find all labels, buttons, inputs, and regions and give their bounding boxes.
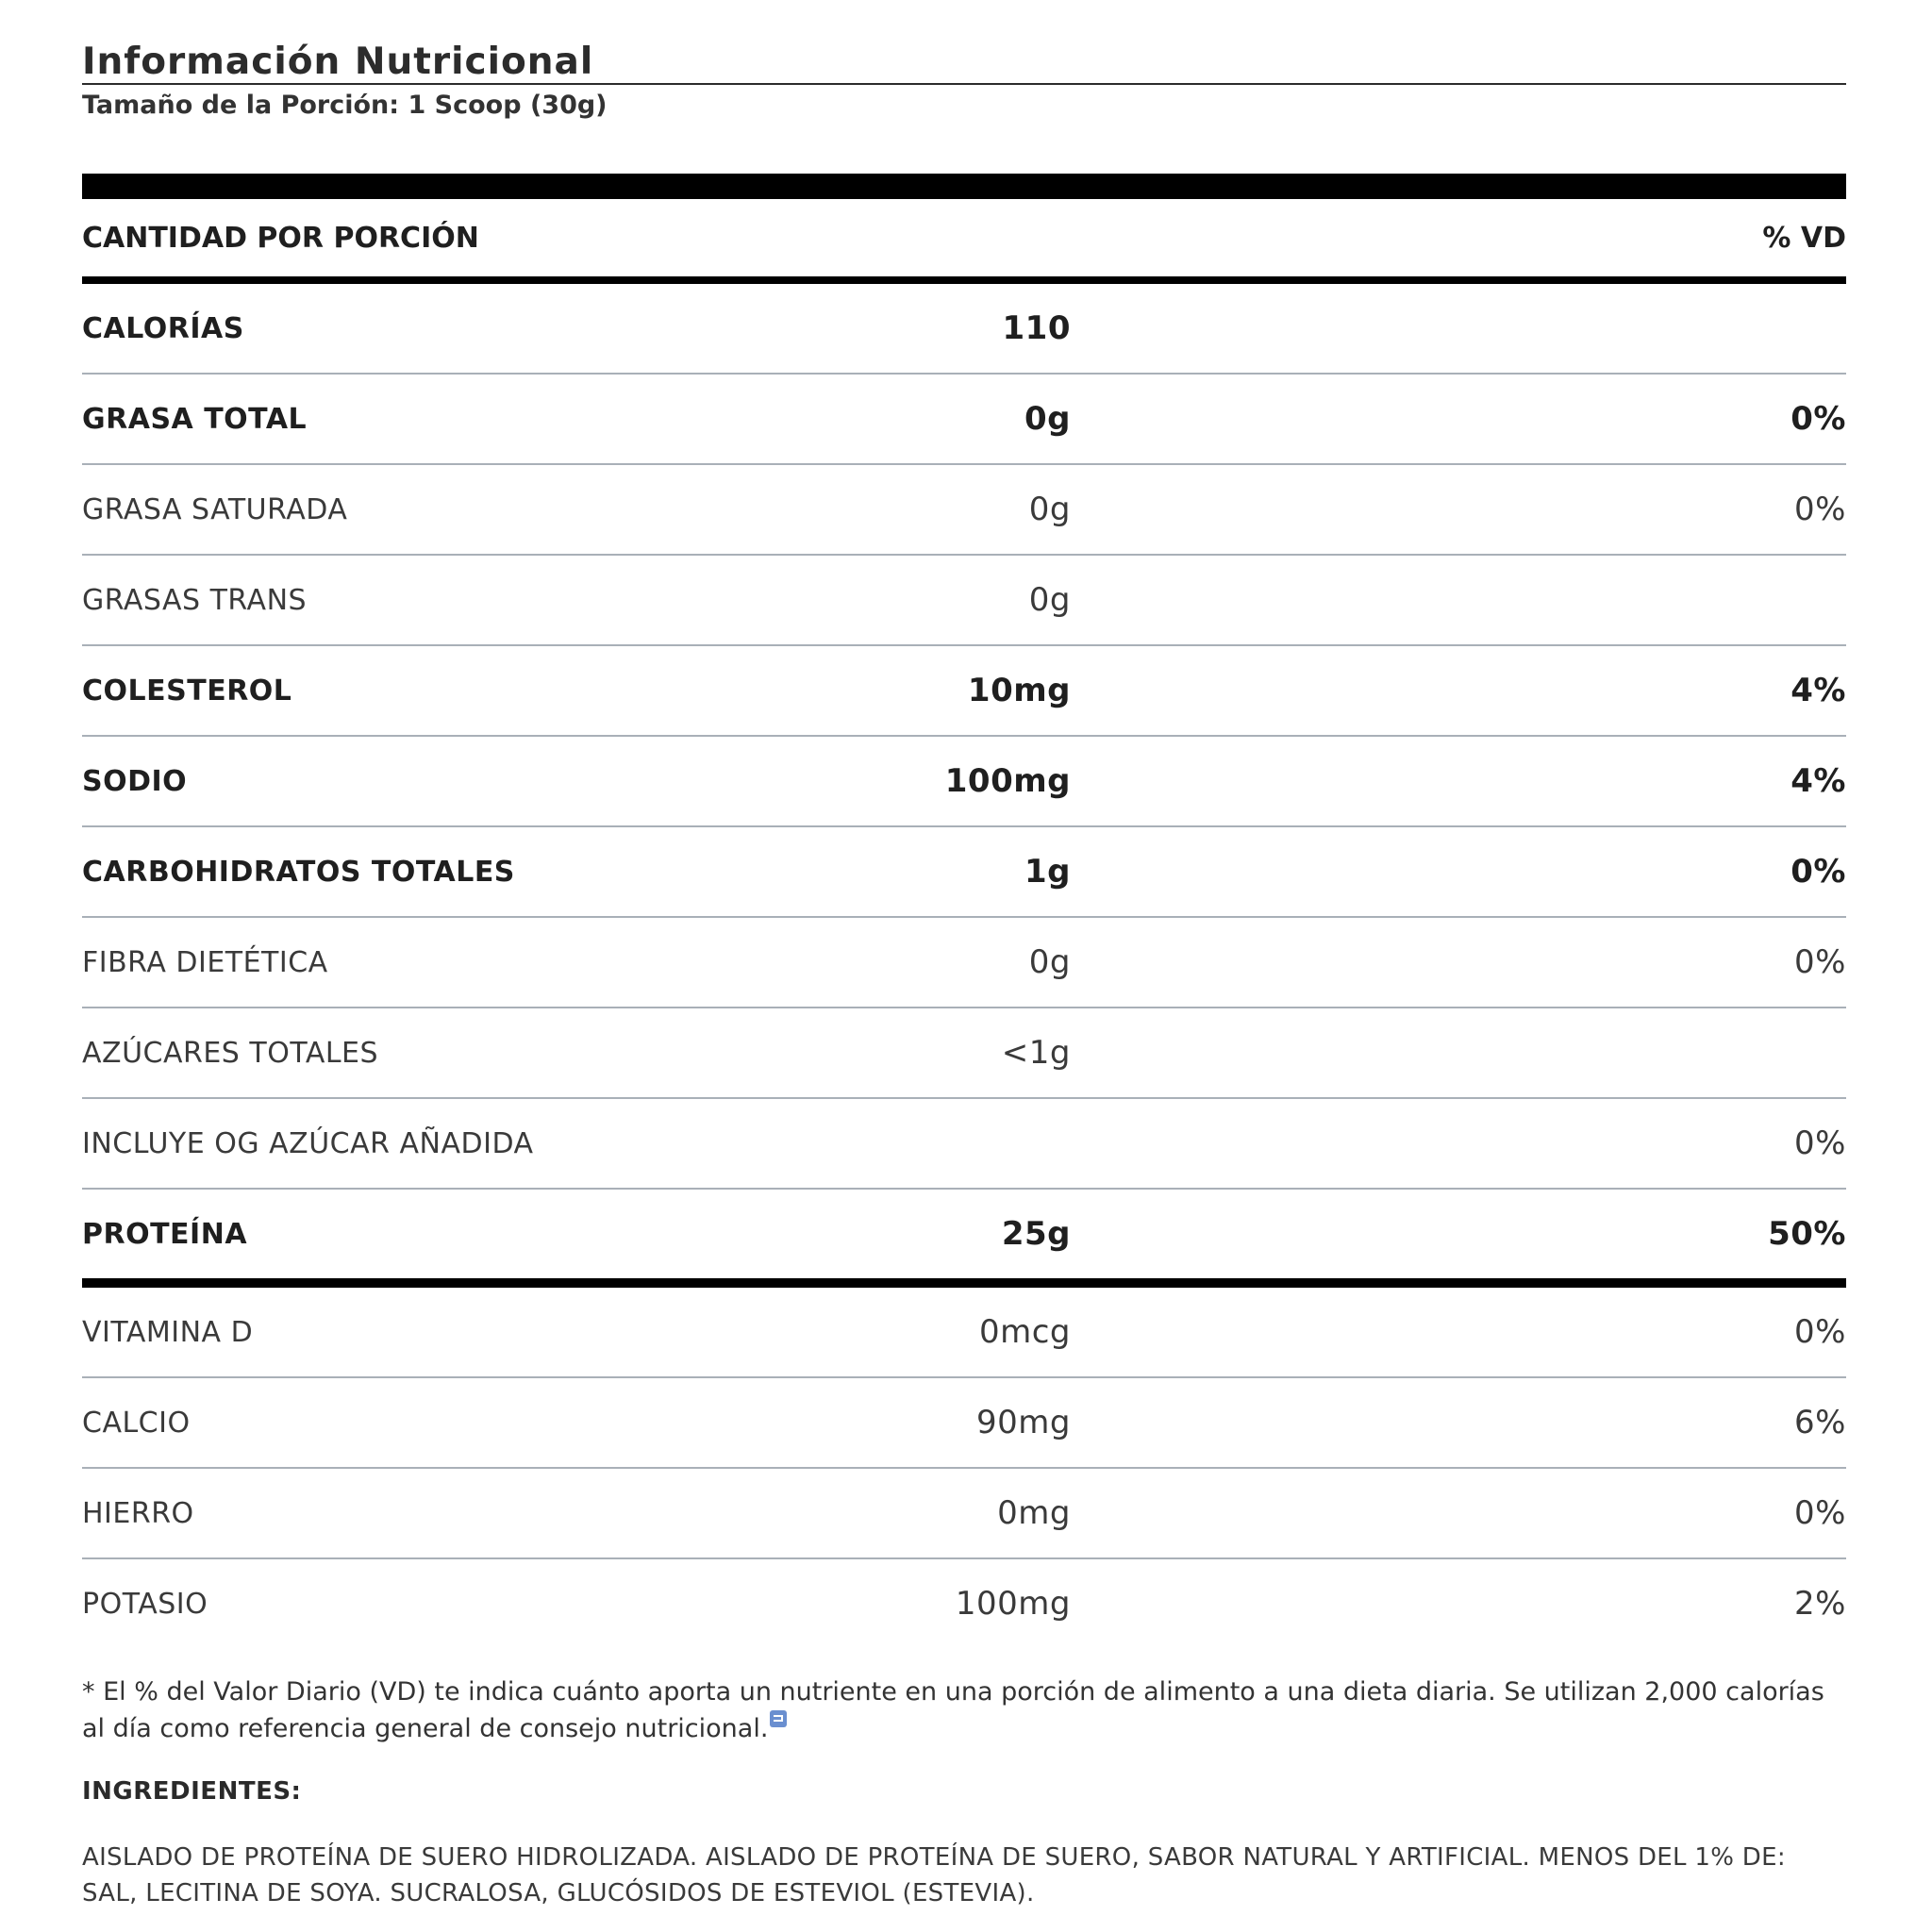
table-row [82,1559,1846,1648]
nutrient-name: COLESTEROL [82,674,292,708]
table-row [82,465,1846,556]
nutrient-daily-value: 0% [1790,400,1846,438]
nutrient-amount: 0mg [997,1494,1071,1532]
table-row [82,1099,1846,1190]
thick-divider [82,174,1846,199]
nutrient-table [82,284,1846,1648]
footnote [82,1674,1837,1747]
info-link-icon[interactable] [770,1710,787,1727]
nutrient-daily-value: 0% [1790,853,1846,891]
nutrient-name: AZÚCARES TOTALES [82,1036,379,1070]
nutrient-name: GRASA TOTAL [82,402,308,436]
nutrient-name: CALORÍAS [82,311,244,345]
nutrient-name: CALCIO [82,1406,191,1440]
nutrient-amount: 1g [1024,853,1071,891]
nutrition-panel [82,42,1846,1911]
nutrient-amount: 110 [1002,309,1071,347]
table-row [82,1190,1846,1288]
header-daily-value: % VD [1762,221,1846,255]
nutrient-daily-value: 0% [1794,1313,1846,1351]
table-row [82,1008,1846,1099]
nutrient-amount: 100mg [955,1585,1071,1623]
nutrient-amount: 0mcg [978,1313,1071,1351]
nutrient-daily-value: 0% [1794,943,1846,981]
page-title: Información Nutricional [82,42,1846,85]
nutrient-amount: 0g [1028,943,1071,981]
nutrient-name: FIBRA DIETÉTICA [82,945,328,979]
nutrient-amount: 0g [1028,491,1071,528]
table-row [82,918,1846,1008]
nutrient-amount: 0g [1024,400,1071,438]
nutrient-name: CARBOHIDRATOS TOTALES [82,855,515,889]
table-row [82,375,1846,465]
table-row [82,646,1846,737]
nutrient-amount: 100mg [944,762,1071,800]
nutrient-name: INCLUYE OG AZÚCAR AÑADIDA [82,1126,534,1160]
nutrient-daily-value: 4% [1790,672,1846,709]
serving-size: Tamaño de la Porción: 1 Scoop (30g) [82,91,608,120]
table-row [82,1288,1846,1378]
table-row [82,284,1846,375]
table-row [82,1378,1846,1469]
nutrient-name: SODIO [82,764,188,798]
nutrient-daily-value: 0% [1794,1124,1846,1162]
nutrient-daily-value: 6% [1794,1404,1846,1441]
nutrient-daily-value: 50% [1768,1215,1846,1253]
nutrient-name: GRASA SATURADA [82,492,348,526]
nutrient-amount: 10mg [967,672,1071,709]
nutrient-daily-value: 0% [1794,1494,1846,1532]
table-row [82,556,1846,646]
header-amount-per-serving: CANTIDAD POR PORCIÓN [82,221,479,255]
table-row [82,827,1846,918]
table-row [82,1469,1846,1559]
nutrient-amount: 0g [1028,581,1071,619]
ingredients-text: AISLADO DE PROTEÍNA DE SUERO HIDROLIZADA. AISLADO DE PROTEÍNA DE SUERO, SABOR NATURAL Y ARTIFICIAL. MENOS DEL 1% DE: SAL, LECITINA DE SOYA. SUCRALOSA, GLUCÓSIDOS DE ESTEVIOL (ESTEVIA). [82,1843,1786,1907]
footnote-text: * El % del Valor Diario (VD) te indica cuánto aporta un nutriente en una porción de alimento a una dieta diaria. Se utilizan 2,000 calorías al día como referencia general de consejo nutricional. [82,1677,1824,1743]
nutrient-name: PROTEÍNA [82,1217,248,1251]
nutrient-name: VITAMINA D [82,1315,254,1349]
nutrient-amount: <1g [1001,1034,1071,1072]
table-header [82,199,1846,284]
nutrient-daily-value: 2% [1794,1585,1846,1623]
ingredients-title: INGREDIENTES: [82,1777,302,1806]
nutrient-amount: 90mg [976,1404,1071,1441]
nutrient-name: POTASIO [82,1587,208,1621]
nutrient-name: HIERRO [82,1496,194,1530]
nutrient-daily-value: 4% [1790,762,1846,800]
nutrient-name: GRASAS TRANS [82,583,308,617]
table-row [82,737,1846,827]
nutrient-amount: 25g [1001,1215,1071,1253]
nutrient-daily-value: 0% [1794,491,1846,528]
